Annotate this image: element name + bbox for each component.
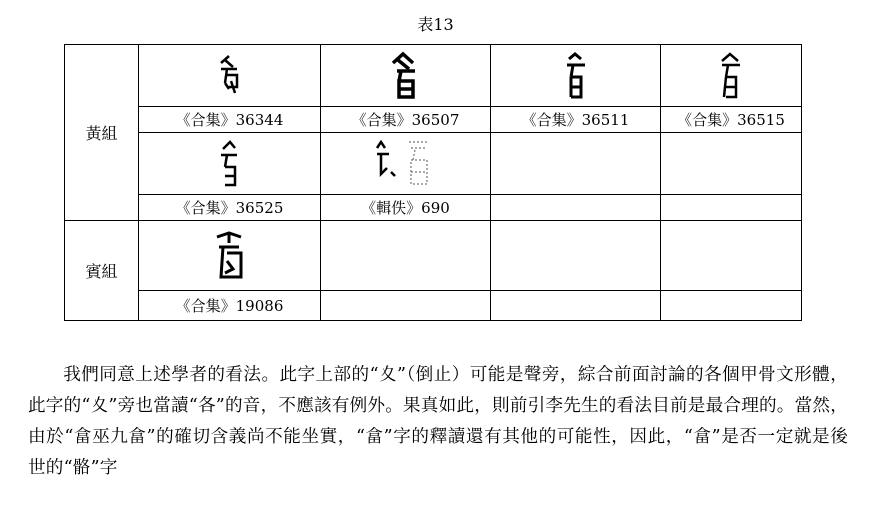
empty-cell — [491, 221, 661, 291]
source-label — [661, 291, 802, 321]
empty-cell — [321, 221, 491, 291]
source-label: 《輯佚》690 — [321, 195, 491, 221]
empty-cell — [661, 221, 802, 291]
body-paragraph: 我們同意上述學者的看法。此字上部的“夊”（倒止）可能是聲旁，綜合前面討論的各個甲骨文形體，此字的“夊”旁也當讀“各”的音，不應該有例外。果真如此，則前引李先生的看法目前是最合理的。當然，由於“畣巫九畣”的確切含義尚不能坐實，“畣”字的釋讀還有其他的可能性，因此，“畣”是否一定就是後世的“骼”字 — [28, 365, 848, 478]
source-label: 《合集》36344 — [139, 107, 321, 133]
source-label: 《合集》36511 — [491, 107, 661, 133]
oracle-glyph-image — [215, 53, 245, 99]
source-label — [321, 291, 491, 321]
glyph-image-cell — [139, 221, 321, 291]
glyph-image-cell — [321, 45, 491, 107]
empty-cell — [661, 133, 802, 195]
empty-cell — [491, 133, 661, 195]
oracle-glyph-image — [718, 51, 744, 101]
oracle-glyph-image — [217, 139, 243, 189]
oracle-glyph-image — [389, 51, 423, 101]
source-label — [491, 195, 661, 221]
oracle-glyph-image — [563, 51, 589, 101]
glyph-image-cell — [321, 133, 491, 195]
glyph-image-cell — [491, 45, 661, 107]
table-caption: 表13 — [417, 15, 454, 34]
source-label: 《合集》19086 — [139, 291, 321, 321]
oracle-glyph-image — [371, 138, 441, 190]
group-label-bin: 賓組 — [65, 221, 139, 321]
source-label: 《合集》36525 — [139, 195, 321, 221]
glyph-image-cell — [139, 133, 321, 195]
glyph-image-cell — [661, 45, 802, 107]
glyph-image-cell — [139, 45, 321, 107]
body-paragraph-block — [28, 360, 848, 484]
glyph-table — [64, 44, 802, 321]
source-label: 《合集》36515 — [661, 107, 802, 133]
oracle-glyph-image — [213, 229, 247, 283]
source-label: 《合集》36507 — [321, 107, 491, 133]
group-label-huang: 黃組 — [65, 45, 139, 221]
source-label — [491, 291, 661, 321]
source-label — [661, 195, 802, 221]
